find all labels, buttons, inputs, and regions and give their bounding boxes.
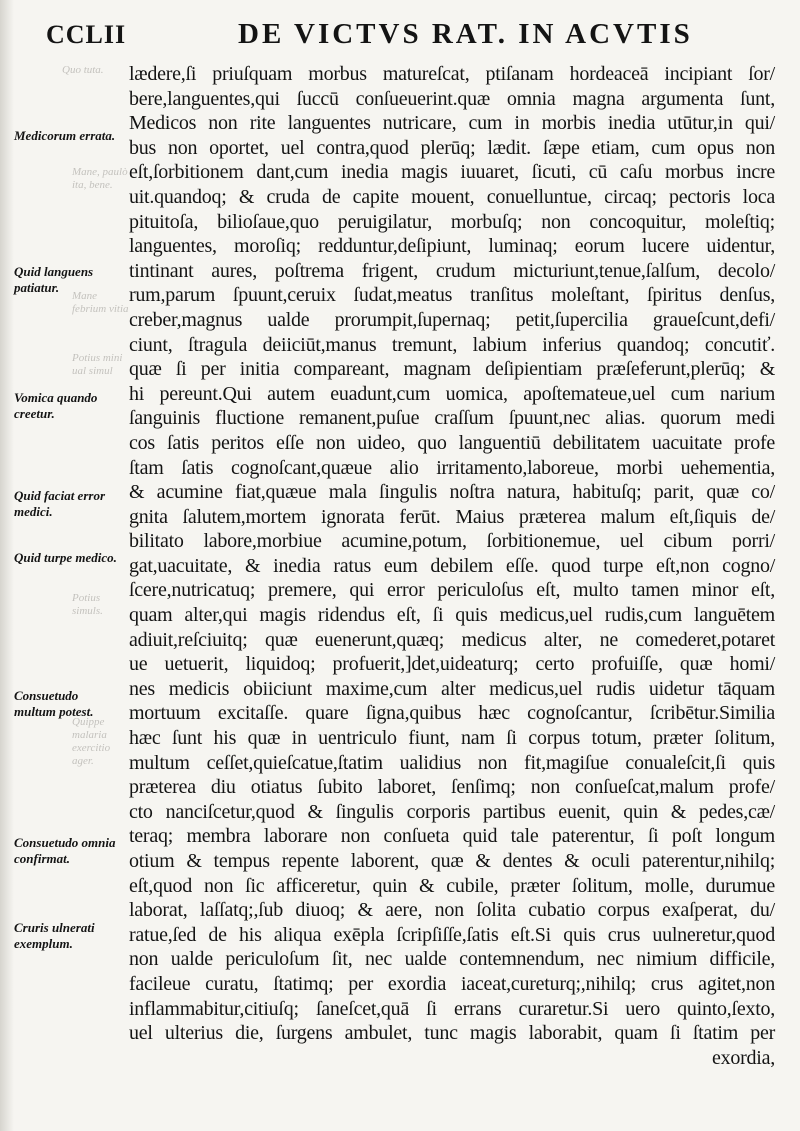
show-through-text: Quippe malaria exercitio ager.: [72, 716, 111, 767]
text-line: pituitoſa, bilioſaue,quo peruigilatur, morbuſq; non concoquitur, moleſtiq;: [129, 210, 775, 233]
body-text: [129, 62, 775, 1070]
text-line: eſt,quod non ſic afficeretur, quin & cubile, præter ſolitum, molle, durumue: [129, 874, 775, 897]
text-line: ue uetuerit, liquidoq; profuerit,]det,uideaturq; certo profuiſſe, quæ homi/: [129, 653, 775, 676]
margin-note: Medicorum errata.: [14, 128, 116, 143]
text-line: ſcere,nutricatuq; premere, qui error periculoſus eſt, multo tamen minor eſt,: [129, 579, 775, 602]
text-line: gat,uacuitate, & inedia ratus eum debilem eſſe. quod turpe eſt,non cogno/: [129, 554, 775, 577]
text-line: Medicos non rite languentes nutricare, cum in morbis inedia utūtur,in qui/: [129, 112, 775, 135]
text-line: laborat, laſſatq;,ſub diuoq; & aere, non ſolita cubatio corpus exaſperat, du/: [129, 899, 775, 922]
text-line: otium & tempus repente laborent, quæ & dentes & oculi paterentur,nihilq;: [129, 850, 775, 872]
text-line: bilitato labore,morbiue acumine,potum, ſorbitionemue, uel cibum porri/: [129, 530, 775, 553]
text-line: teraq; membra laborare non conſueta quid tale paterentur, ſi poſt longum: [129, 825, 775, 848]
text-line: adiuit,reſciuitq; quæ euenerunt,quæq; medicus alter, ne comederet,potaret: [129, 628, 775, 651]
text-line: inflammabitur,citiuſq; ſaneſcet,quā ſi errans curaretur.Si uero quinto,ſexto,: [129, 997, 775, 1020]
text-line: facileue curatu, ſtatimq; per exordia iaceat,cureturq;,nihilq; crus agitet,non: [129, 972, 775, 995]
text-line: nes medicis obiiciunt maxime,cum alter medicus,uel rudis uidetur tāquam: [129, 677, 775, 700]
text-line: languentes, moroſiq; redduntur,deſipiunt, luminaq; eorum lucere uidentur,: [129, 235, 775, 258]
text-line: bere,languentes,qui ſuccū conſueuerint.quæ omnia magna argumenta ſunt,: [129, 87, 775, 110]
text-line: mortuum excitaſſe. quare ſigna,quibus hæc cognoſcantur, ſcribētur.Similia: [129, 702, 775, 725]
text-line: uel ulterius die, ſurgens ambulet, tunc magis laborabit, quam ſi ſtatim per: [129, 1022, 775, 1045]
text-line: multum ceſſet,quieſcatue,ſtatim ualidius non fit,magiſue conualeſcit,ſi quis: [129, 751, 775, 774]
text-line: non ualde periculoſum ſit, nec ualde contemnendum, nec nimium difficile,: [129, 948, 775, 971]
text-line: lædere,ſi priuſquam morbus matureſcat, ptiſanam hordeaceā incipiant ſor/: [129, 63, 775, 85]
show-through-text: Mane febrium vitia: [72, 290, 129, 315]
text-line: exordia,: [712, 1046, 775, 1069]
text-line: hi pereunt.Qui autem euadunt,cum uomica, apoſtemateue,uel cum narium: [129, 382, 775, 405]
running-head: DE VICTVS RAT. IN ACVTIS: [238, 18, 693, 50]
text-line: quam alter,qui magis ridendus eſt, ſi quis medicus,uel rudis,cum languētem: [129, 604, 775, 627]
show-through-text: Mane, paulò ita, bene.: [72, 166, 128, 191]
text-line: hæc ſunt his quæ in uentriculo fiunt, nam ſi corpus totum, præter ſolitum,: [129, 727, 775, 750]
text-line: bus non oportet, uel contra,quod plerūq; lædit. ſæpe etiam, cum opus non: [129, 136, 775, 159]
text-line: creber,magnus ualde prorumpit,ſupernaq; petit,ſupercilia graueſcunt,defi/: [129, 308, 775, 331]
text-line: cos ſatis peritos eſſe non uideo, quo languentiū debilitatem uacuitate profe: [129, 431, 775, 454]
text-line: rum,parum ſpuunt,ceruix ſudat,meatus tranſitus moleſtant, ſpiritus denſus,: [129, 284, 775, 307]
text-line: eſt,ſorbitionem dant,cum inedia magis iuuaret, ſicuti, cū caſu morbus incre: [129, 161, 775, 184]
show-through-text: Quo tuta.: [62, 64, 104, 76]
text-line: ſtam ſatis cognoſcant,quæue alio irritamento,laboreue, morbi uehementia,: [129, 456, 775, 479]
text-line: & acumine fiat,quæue mala ſingulis noſtra natura, habituſq; parit, quæ co/: [129, 481, 775, 504]
text-line: uit.quandoq; & cruda de capite mouent, conuelluntue, circaq; pectoris loca: [129, 185, 775, 208]
margin-note: Vomica quando creetur.: [14, 390, 98, 421]
text-line: tintinant aures, poſtrema frigent, crudum micturiunt,tenue,ſalſum, decolo/: [129, 259, 775, 282]
margin-note: Quid languens patiatur.: [14, 264, 94, 295]
text-line: gnita ſalutem,mortem ignorata ferūt. Maius præterea malum eſt,ſiquis de/: [129, 505, 775, 528]
text-line: præterea diu otiatus ſubito laboret, ſenſimq; non conſueſcat,malum profe/: [129, 776, 775, 799]
margin-note: Consuetudo omnia confirmat.: [14, 835, 116, 866]
text-line: ſanguinis fluctione remanent,puſue craſſum ſpuunt,nec alias. quorum medi: [129, 407, 775, 430]
margin-note: Cruris ulnerati exemplum.: [14, 920, 95, 951]
text-line: quæ ſi per initia compareant, magnam deſipientiam præſeferunt,plerūq; &: [129, 358, 775, 381]
show-through-text: Potius mini ual simul: [72, 352, 123, 377]
margin-notes: [0, 0, 129, 1131]
text-line: cto nanciſcetur,quod & ſingulis corporis partibus euenit, quin & pedes,cæ/: [129, 800, 775, 823]
margin-note: Consuetudo multum potest.: [14, 688, 94, 719]
margin-note: Quid turpe medico.: [14, 550, 117, 565]
folio-number: CCLII: [46, 20, 127, 49]
show-through-text: Potius simuls.: [72, 592, 103, 617]
text-line: ratue,ſed de his aliqua exēpla ſcripſiſſe,ſatis eſt.Si quis crus uulneretur,quod: [129, 923, 775, 946]
text-line: ciunt, ſtragula deiiciūt,manus tremunt, labium inferius quandoq; concutiť.: [129, 333, 775, 356]
margin-note: Quid faciat error medici.: [14, 488, 105, 519]
